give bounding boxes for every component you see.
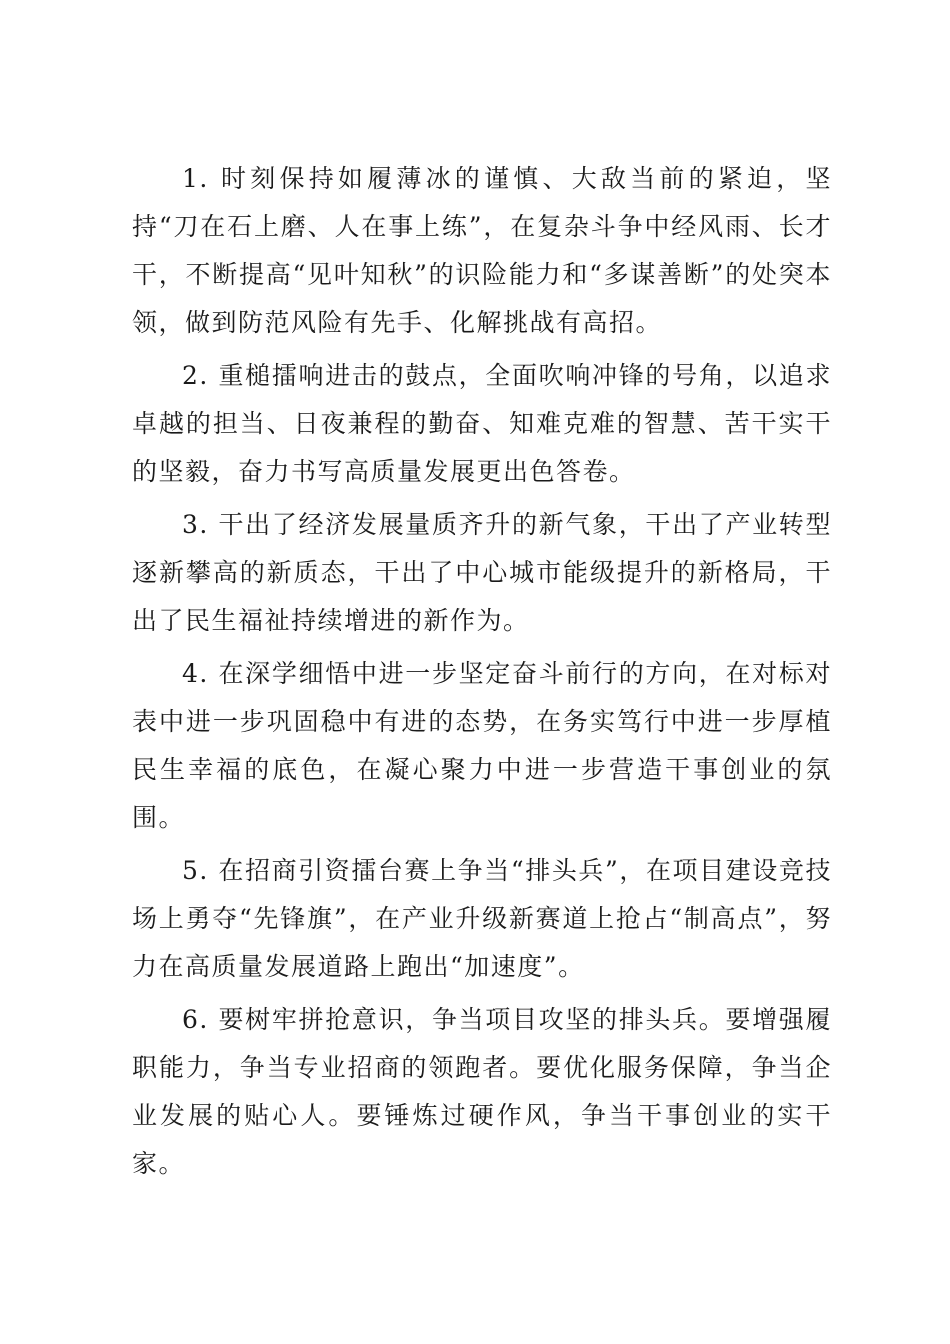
paragraph-5: 5. 在招商引资擂台赛上争当“排头兵”，在项目建设竞技场上勇夺“先锋旗”，在产业升级新赛道上抢占“制高点”，努力在高质量发展道路上跑出“加速度”。 — [132, 856, 832, 981]
paragraph-3: 3. 干出了经济发展量质齐升的新气象，干出了产业转型逐新攀高的新质态，干出了中心城市能级提升的新格局，干出了民生福祉持续增进的新作为。 — [132, 510, 832, 635]
paragraph-4: 4. 在深学细悟中进一步坚定奋斗前行的方向，在对标对表中进一步巩固稳中有进的态势，在务实笃行中进一步厚植民生幸福的底色，在凝心聚力中进一步营造干事创业的氛围。 — [132, 659, 832, 832]
paragraph-1: 1. 时刻保持如履薄冰的谨慎、大敌当前的紧迫，坚持“刀在石上磨、人在事上练”，在复杂斗争中经风雨、长才干，不断提高“见叶知秋”的识险能力和“多谋善断”的处突本领，做到防范风险有先手、化解挑战有高招。 — [132, 164, 832, 337]
paragraph-6: 6. 要树牢拼抢意识，争当项目攻坚的排头兵。要增强履职能力，争当专业招商的领跑者。要优化服务保障，争当企业发展的贴心人。要锤炼过硬作风，争当干事创业的实干家。 — [132, 1005, 832, 1178]
document-body — [132, 155, 832, 1193]
paragraph-2: 2. 重槌擂响进击的鼓点，全面吹响冲锋的号角，以追求卓越的担当、日夜兼程的勤奋、知难克难的智慧、苦干实干的坚毅，奋力书写高质量发展更出色答卷。 — [132, 361, 832, 486]
